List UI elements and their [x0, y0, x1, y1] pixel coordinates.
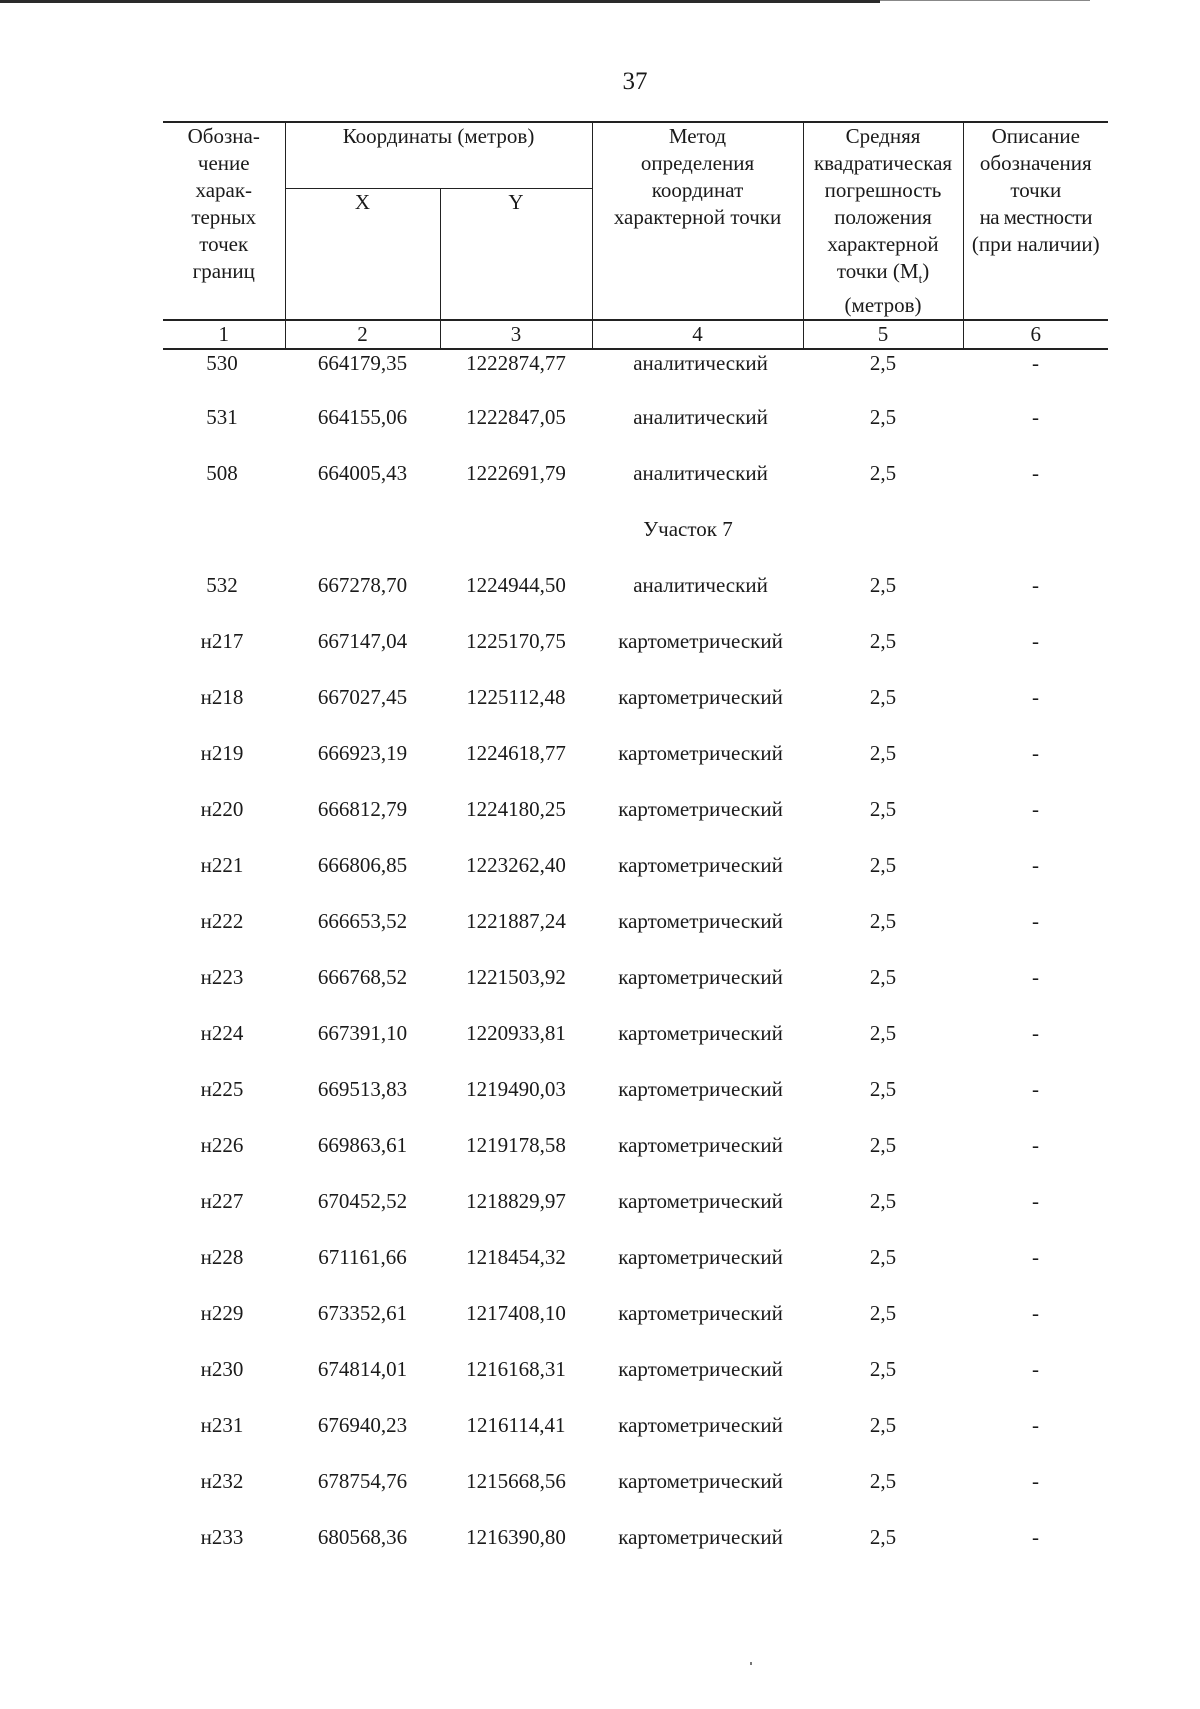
table-row	[163, 1188, 1108, 1244]
header-coordinates: Координаты (метров)	[285, 122, 592, 189]
point-cell: н233	[200, 1525, 244, 1550]
table-row	[163, 796, 1108, 852]
header-designation-line: границ	[192, 259, 255, 283]
y-cell: 1221887,24	[466, 909, 566, 934]
description-cell: -	[1032, 1189, 1040, 1214]
header-error-line: квадратическая	[813, 151, 953, 175]
x-cell: 680568,36	[317, 1525, 408, 1550]
y-cell: 1224944,50	[466, 573, 566, 598]
x-cell: 666653,52	[317, 909, 408, 934]
y-cell: 1216390,80	[466, 1525, 566, 1550]
header-designation-line: точек	[199, 232, 249, 256]
header-error-mt-close: )	[922, 259, 930, 283]
x-cell: 666812,79	[317, 797, 408, 822]
point-cell: 530	[206, 351, 238, 376]
section-title: Участок 7	[643, 517, 733, 542]
x-cell: 667278,70	[317, 573, 408, 598]
method-cell: аналитический	[633, 573, 768, 598]
column-number: 6	[963, 320, 1108, 349]
method-cell: картометрический	[618, 1301, 783, 1326]
error-cell: 2,5	[869, 351, 897, 376]
column-number: 5	[803, 320, 963, 349]
x-cell: 674814,01	[317, 1357, 408, 1382]
point-cell: н228	[200, 1245, 244, 1270]
error-cell: 2,5	[869, 741, 897, 766]
point-cell: н219	[200, 741, 244, 766]
header-designation-line: чение	[197, 151, 250, 175]
x-cell: 666806,85	[317, 853, 408, 878]
y-cell: 1218829,97	[466, 1189, 566, 1214]
x-cell: 669863,61	[317, 1133, 408, 1158]
table-row	[163, 908, 1108, 964]
point-cell: н230	[200, 1357, 244, 1382]
table-row	[163, 572, 1108, 628]
header-row	[163, 122, 1108, 189]
y-cell: 1225112,48	[466, 685, 566, 710]
header-description-line: обозначения	[979, 151, 1092, 175]
table-row	[163, 1412, 1108, 1468]
description-cell: -	[1032, 1413, 1040, 1438]
point-cell: н218	[200, 685, 244, 710]
header-method-line: координат	[651, 178, 744, 202]
error-cell: 2,5	[869, 1357, 897, 1382]
error-cell: 2,5	[869, 853, 897, 878]
point-cell: н231	[200, 1413, 244, 1438]
y-cell: 1222874,77	[466, 351, 566, 376]
column-number: 4	[592, 320, 803, 349]
x-cell: 678754,76	[317, 1469, 408, 1494]
header-designation-line: Обозна-	[187, 124, 260, 148]
point-cell: н221	[200, 853, 244, 878]
x-cell: 671161,66	[318, 1245, 407, 1270]
header-error-mt-sub: t	[918, 271, 923, 287]
header-description-line: на местности	[979, 205, 1092, 229]
point-cell: 531	[206, 405, 238, 430]
description-cell: -	[1032, 461, 1040, 486]
method-cell: картометрический	[618, 1021, 783, 1046]
header-method-line: характерной точки	[613, 205, 782, 229]
point-cell: н222	[200, 909, 244, 934]
table-row	[163, 628, 1108, 684]
description-cell: -	[1032, 351, 1040, 376]
y-cell: 1218454,32	[466, 1245, 566, 1270]
description-cell: -	[1032, 1357, 1040, 1382]
error-cell: 2,5	[869, 1301, 897, 1326]
header-error-line: положения	[834, 205, 932, 229]
error-cell: 2,5	[869, 573, 897, 598]
header-error-line: (метров)	[844, 293, 922, 318]
header-designation	[163, 122, 285, 320]
header-method-line: определения	[640, 151, 755, 175]
y-cell: 1224180,25	[466, 797, 566, 822]
description-cell: -	[1032, 1245, 1040, 1270]
method-cell: картометрический	[618, 1133, 783, 1158]
error-cell: 2,5	[869, 1133, 897, 1158]
y-cell: 1222691,79	[466, 461, 566, 486]
header-description	[963, 122, 1108, 320]
table-row	[163, 1524, 1108, 1580]
error-cell: 2,5	[869, 1189, 897, 1214]
error-cell: 2,5	[869, 1413, 897, 1438]
method-cell: аналитический	[633, 461, 768, 486]
x-cell: 670452,52	[317, 1189, 408, 1214]
table-row	[163, 460, 1108, 516]
point-cell: н229	[200, 1301, 244, 1326]
scan-edge-line	[0, 0, 880, 3]
error-cell: 2,5	[869, 797, 897, 822]
error-cell: 2,5	[869, 909, 897, 934]
table-row	[163, 1020, 1108, 1076]
x-cell: 666923,19	[317, 741, 408, 766]
header-error-line: Средняя	[845, 124, 921, 148]
x-cell: 667147,04	[317, 629, 408, 654]
y-cell: 1215668,56	[466, 1469, 566, 1494]
x-cell: 669513,83	[317, 1077, 408, 1102]
point-cell: н217	[200, 629, 244, 654]
header-error-line	[804, 258, 963, 292]
table-row	[163, 852, 1108, 908]
point-cell: н226	[200, 1133, 244, 1158]
header-error	[803, 122, 963, 320]
method-cell: картометрический	[618, 1525, 783, 1550]
method-cell: картометрический	[618, 1189, 783, 1214]
table-row	[163, 1076, 1108, 1132]
y-cell: 1219178,58	[466, 1133, 566, 1158]
header-error-line: погрешность	[824, 178, 942, 202]
description-cell: -	[1032, 853, 1040, 878]
x-cell: 664005,43	[317, 461, 408, 486]
header-error-line: характерной	[827, 232, 939, 256]
method-cell: картометрический	[618, 685, 783, 710]
error-cell: 2,5	[869, 1525, 897, 1550]
x-cell: 667027,45	[317, 685, 408, 710]
header-error-mt: точки (M	[836, 259, 919, 283]
table-row	[163, 404, 1108, 460]
description-cell: -	[1032, 685, 1040, 710]
point-cell: н223	[200, 965, 244, 990]
method-cell: картометрический	[618, 1413, 783, 1438]
method-cell: картометрический	[618, 797, 783, 822]
method-cell: картометрический	[618, 629, 783, 654]
method-cell: картометрический	[618, 1077, 783, 1102]
description-cell: -	[1032, 1133, 1040, 1158]
table-row	[163, 1468, 1108, 1524]
method-cell: картометрический	[618, 1245, 783, 1270]
column-number-row	[163, 320, 1108, 349]
error-cell: 2,5	[869, 1021, 897, 1046]
point-cell: 508	[206, 461, 238, 486]
error-cell: 2,5	[869, 1077, 897, 1102]
table-row	[163, 684, 1108, 740]
page-number: 37	[622, 68, 648, 95]
header-method	[592, 122, 803, 320]
method-cell: картометрический	[618, 853, 783, 878]
description-cell: -	[1032, 1469, 1040, 1494]
y-cell: 1220933,81	[466, 1021, 566, 1046]
description-cell: -	[1032, 573, 1040, 598]
table-row	[163, 349, 1108, 404]
point-cell: 532	[206, 573, 238, 598]
header-x: X	[285, 189, 440, 321]
y-cell: 1216168,31	[466, 1357, 566, 1382]
description-cell: -	[1032, 741, 1040, 766]
description-cell: -	[1032, 965, 1040, 990]
y-cell: 1223262,40	[466, 853, 566, 878]
column-number: 2	[285, 320, 440, 349]
error-cell: 2,5	[869, 405, 897, 430]
coordinates-table	[163, 121, 1108, 1580]
description-cell: -	[1032, 1021, 1040, 1046]
method-cell: аналитический	[633, 351, 768, 376]
description-cell: -	[1032, 909, 1040, 934]
point-cell: н225	[200, 1077, 244, 1102]
y-cell: 1219490,03	[466, 1077, 566, 1102]
method-cell: картометрический	[618, 909, 783, 934]
x-cell: 666768,52	[317, 965, 408, 990]
method-cell: картометрический	[618, 741, 783, 766]
column-number: 3	[440, 320, 592, 349]
header-description-line: (при наличии)	[971, 232, 1100, 256]
table-body	[163, 349, 1108, 1580]
point-cell: н224	[200, 1021, 244, 1046]
section-row	[163, 516, 1108, 572]
scan-edge-line-faint	[880, 0, 1090, 1]
y-cell: 1222847,05	[466, 405, 566, 430]
table-row	[163, 1244, 1108, 1300]
description-cell: -	[1032, 1525, 1040, 1550]
description-cell: -	[1032, 405, 1040, 430]
point-cell: н220	[200, 797, 244, 822]
table-row	[163, 1300, 1108, 1356]
table-row	[163, 1356, 1108, 1412]
y-cell: 1224618,77	[466, 741, 566, 766]
error-cell: 2,5	[869, 1469, 897, 1494]
point-cell: н232	[200, 1469, 244, 1494]
method-cell: картометрический	[618, 1469, 783, 1494]
error-cell: 2,5	[869, 1245, 897, 1270]
table-row	[163, 740, 1108, 796]
x-cell: 673352,61	[317, 1301, 408, 1326]
header-description-line: точки	[1010, 178, 1062, 202]
method-cell: аналитический	[633, 405, 768, 430]
column-number: 1	[163, 320, 285, 349]
error-cell: 2,5	[869, 629, 897, 654]
description-cell: -	[1032, 629, 1040, 654]
method-cell: картометрический	[618, 1357, 783, 1382]
header-designation-line: харак-	[195, 178, 253, 202]
y-cell: 1221503,92	[466, 965, 566, 990]
description-cell: -	[1032, 1301, 1040, 1326]
description-cell: -	[1032, 1077, 1040, 1102]
table-row	[163, 964, 1108, 1020]
header-description-line: Описание	[991, 124, 1080, 148]
scan-speck	[750, 1662, 752, 1665]
error-cell: 2,5	[869, 965, 897, 990]
method-cell: картометрический	[618, 965, 783, 990]
description-cell: -	[1032, 797, 1040, 822]
y-cell: 1217408,10	[466, 1301, 566, 1326]
header-method-line: Метод	[668, 124, 727, 148]
x-cell: 676940,23	[317, 1413, 408, 1438]
point-cell: н227	[200, 1189, 244, 1214]
header-y: Y	[440, 189, 592, 321]
error-cell: 2,5	[869, 685, 897, 710]
table-row	[163, 1132, 1108, 1188]
x-cell: 664155,06	[317, 405, 408, 430]
x-cell: 664179,35	[317, 351, 408, 376]
y-cell: 1225170,75	[466, 629, 566, 654]
error-cell: 2,5	[869, 461, 897, 486]
x-cell: 667391,10	[317, 1021, 408, 1046]
y-cell: 1216114,41	[466, 1413, 566, 1438]
header-designation-line: терных	[191, 205, 257, 229]
